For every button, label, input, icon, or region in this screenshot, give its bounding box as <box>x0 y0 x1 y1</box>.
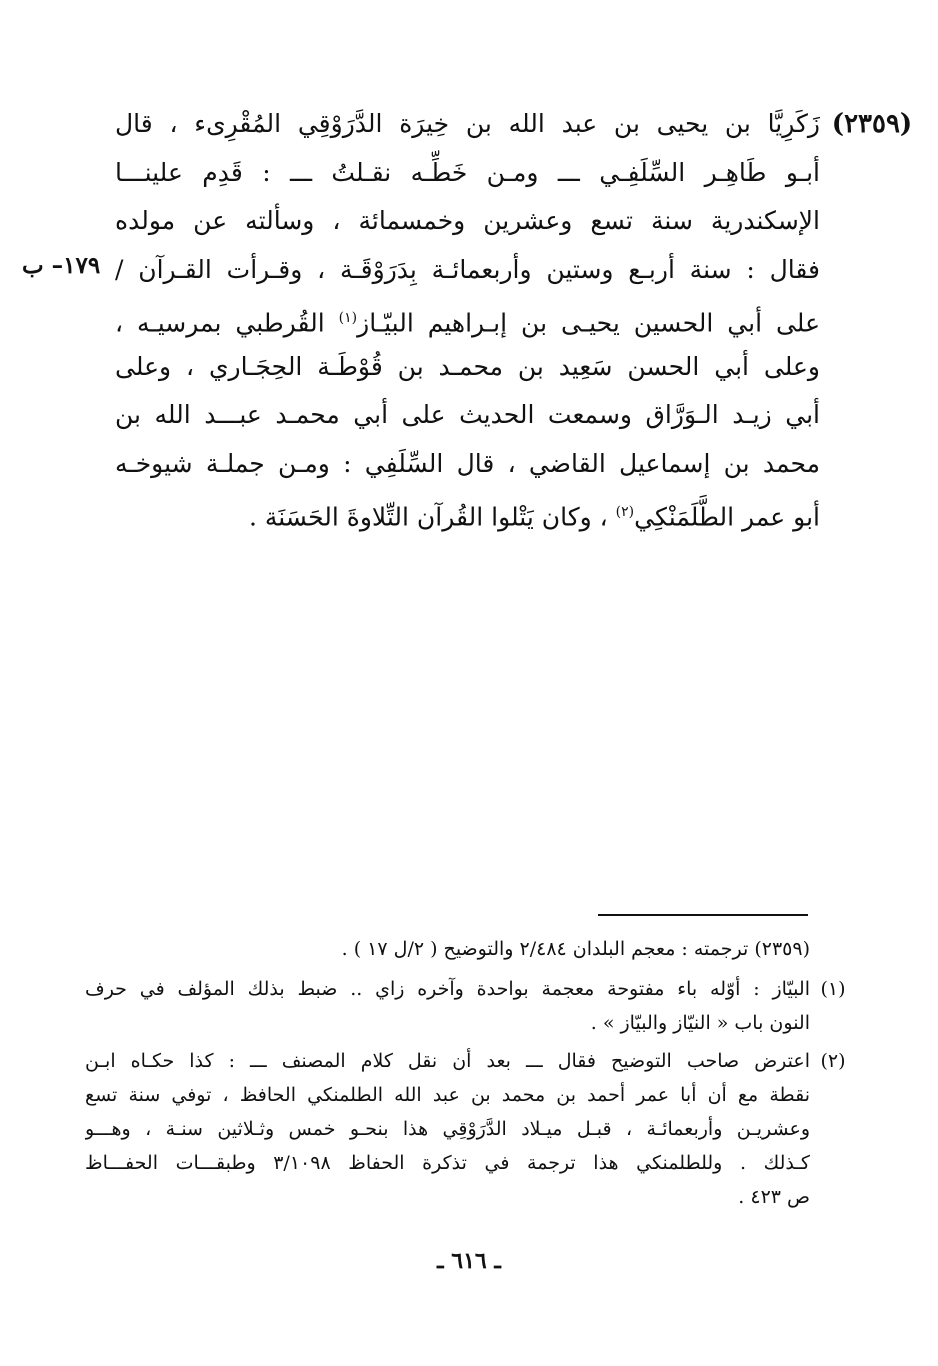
footnote-2-line-2: نقطة مع أن أبا عمر أحمد بن محمد بن عبد الله الطلمنكي الحافظ ، توفي سنة تسع <box>85 1084 810 1106</box>
footnote-1-number: (١) <box>820 978 846 1000</box>
entry-line-5-rest: القُرطبي بمرسيـه ، <box>115 308 339 338</box>
entry-line-3: الإسكندرية سنة تسع وعشرين وخمسمائة ، وسألته عن مولده <box>115 206 820 235</box>
manuscript-folio-ref: ١٧٩– ب <box>22 252 101 279</box>
entry-line-1: زَكَرِيَّا بن يحيى بن عبد الله بن خِيرَة الدَّرَوْقِي المُقْرِىء ، قال <box>115 109 820 138</box>
entry-line-9 <box>115 488 820 537</box>
footnote-2-line-3: وعشريـن وأربعمائـة ، قبـل ميـلاد الدَّرَوْقِي هذا بنحـو خمس وثـلاثين سنـة ، وهـــو <box>85 1118 810 1140</box>
footnote-1 <box>85 972 846 1040</box>
entry-line-6: وعلى أبي الحسن سَعِيد بن محمـد بن قُوْطَـة الحِجَـاري ، وعلى <box>115 351 820 381</box>
entry-line-9-rest: ، وكان يَتْلوا القُرآن التِّلاوةَ الحَسَنَة . <box>248 502 616 532</box>
footnote-1-line-1: البيّاز : أوّله باء مفتوحة معجمة بواحدة وآخره زاي .. ضبط بذلك المؤلف في حرف <box>85 978 810 1000</box>
footnote-2-line-1: اعترض صاحب التوضيح فقال ـــ بعد أن نقل كلام المصنف ـــ : كذا حكـاه ابـن <box>85 1050 810 1072</box>
entry-line-7: أبي زيـد الـوَرَّاق وسمعت الحديث على أبي محمـد عبـــد الله بن <box>115 400 820 429</box>
entry-line-5 <box>115 294 820 343</box>
footnote-entry-source: (٢٣٥٩) ترجمته : معجم البلدان ٢/٤٨٤ والتوضيح ( ٢/ل ١٧ ) . <box>341 938 810 960</box>
entry-line-9-text: أبو عمر الطَّلَمَنْكِي <box>634 502 820 532</box>
footnote-mark-2: (٢) <box>615 504 635 520</box>
footnote-2-line-4: كـذلك . وللطلمنكي هذا ترجمة في تذكرة الحفاظ ٣/١٠٩٨ وطبقـــات الحفـــاظ <box>85 1152 810 1174</box>
footnote-2-number: (٢) <box>820 1050 846 1072</box>
entry-line-4: فقال : سنة أربـع وستين وأربعمائـة بِدَرَوْقَـة ، وقـرأت القـرآن / <box>115 254 820 284</box>
page-number: ـ ٦١٦ ـ <box>437 1248 501 1274</box>
entry-number: (٢٣٥٩) <box>831 109 913 139</box>
footnote-2-line-5: ص ٤٢٣ . <box>738 1186 810 1208</box>
footnote-divider <box>598 914 808 916</box>
biography-entry <box>115 100 820 537</box>
entry-line-2: أبـو طَاهِـر السِّلَفِـي ـــ ومـن خَطِّـه نقـلتُ ـــ : قَدِم علينـــا <box>115 157 820 187</box>
footnote-mark-1: (١) <box>338 310 358 326</box>
entry-line-5-text: على أبي الحسين يحيـى بن إبـراهيم البيّـاز <box>357 308 820 338</box>
footnote-2 <box>85 1044 846 1214</box>
footnote-1-line-2: النون باب « النيّاز والبيّاز » . <box>590 1012 810 1034</box>
entry-line-8: محمد بن إسماعيل القاضي ، قال السِّلَفِي : ومـن جملـة شيوخـه <box>115 448 820 478</box>
